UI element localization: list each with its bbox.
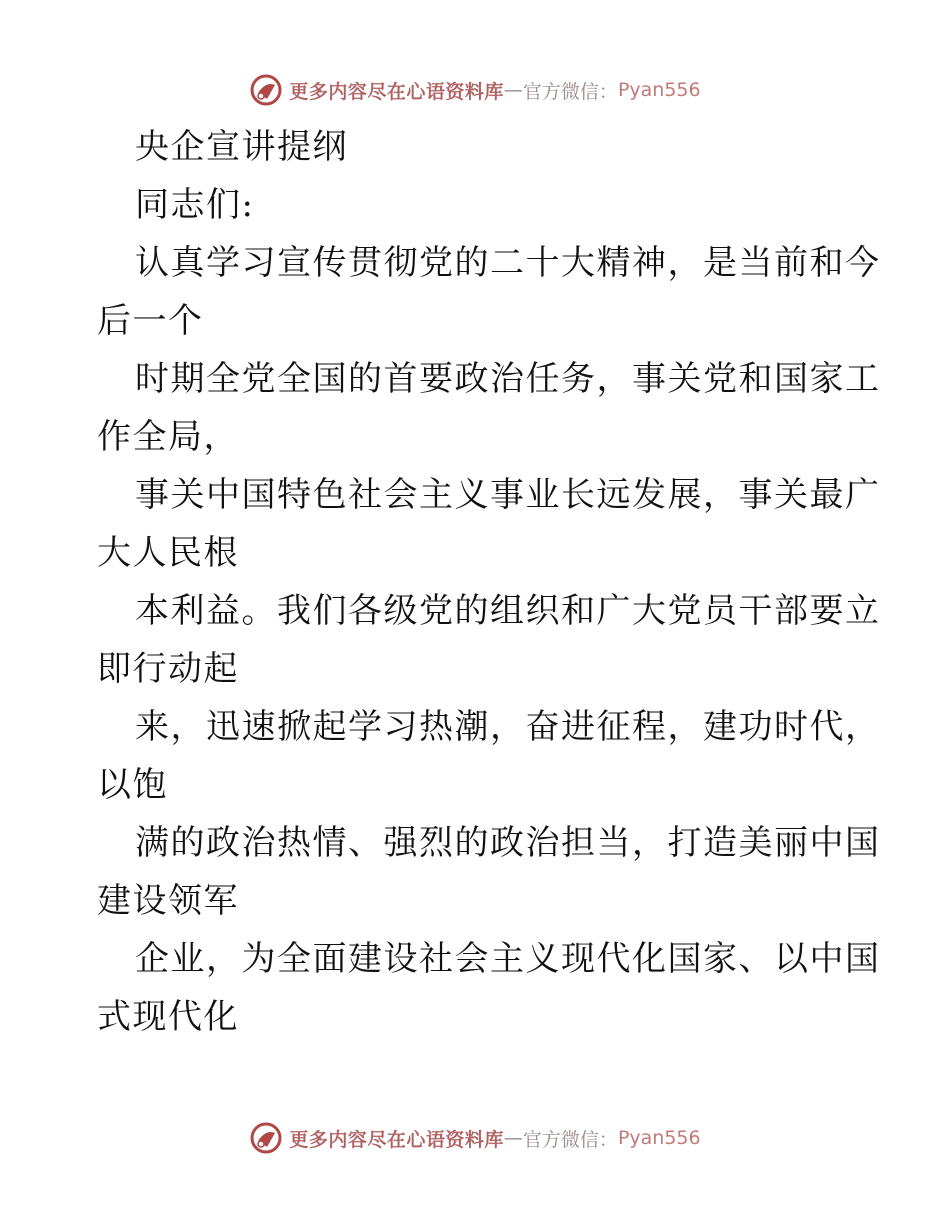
brand-logo-icon <box>249 1121 283 1155</box>
text-line: 企业，为全面建设社会主义现代化国家、以中国 <box>135 939 881 979</box>
text-line: 以饱 <box>97 765 168 805</box>
text-line: 式现代化 <box>97 997 239 1037</box>
text-line: 本利益。我们各级党的组织和广大党员干部要立 <box>135 591 881 631</box>
watermark-separator: — <box>503 79 523 101</box>
text-line: 大人民根 <box>97 533 239 573</box>
text-line: 来，迅速掀起学习热潮，奋进征程，建功时代， <box>135 707 881 747</box>
footer-watermark <box>0 1118 950 1158</box>
text-line: 事关中国特色社会主义事业长远发展，事关最广 <box>135 475 881 515</box>
document-title: 央企宣讲提纲 <box>135 127 348 167</box>
watermark-account-id: Pyan556 <box>617 1127 701 1149</box>
header-watermark <box>0 70 950 110</box>
text-line: 后一个 <box>97 301 204 341</box>
watermark-separator: — <box>503 1127 523 1149</box>
document-body <box>97 118 881 1046</box>
text-line: 满的政治热情、强烈的政治担当，打造美丽中国 <box>135 823 881 863</box>
text-line: 即行动起 <box>97 649 239 689</box>
salutation: 同志们: <box>135 185 255 225</box>
text-line: 时期全党全国的首要政治任务，事关党和国家工 <box>135 359 881 399</box>
text-line: 建设领军 <box>97 881 239 921</box>
text-line: 作全局， <box>97 417 239 457</box>
brand-logo-icon <box>249 73 283 107</box>
watermark-brand: 更多内容尽在心语资料库 <box>289 1128 504 1151</box>
watermark-account-label: 官方微信： <box>522 1128 618 1151</box>
watermark-account-id: Pyan556 <box>617 79 701 101</box>
text-line: 认真学习宣传贯彻党的二十大精神，是当前和今 <box>135 243 881 283</box>
watermark-brand: 更多内容尽在心语资料库 <box>289 80 504 103</box>
watermark-account-label: 官方微信： <box>522 80 618 103</box>
